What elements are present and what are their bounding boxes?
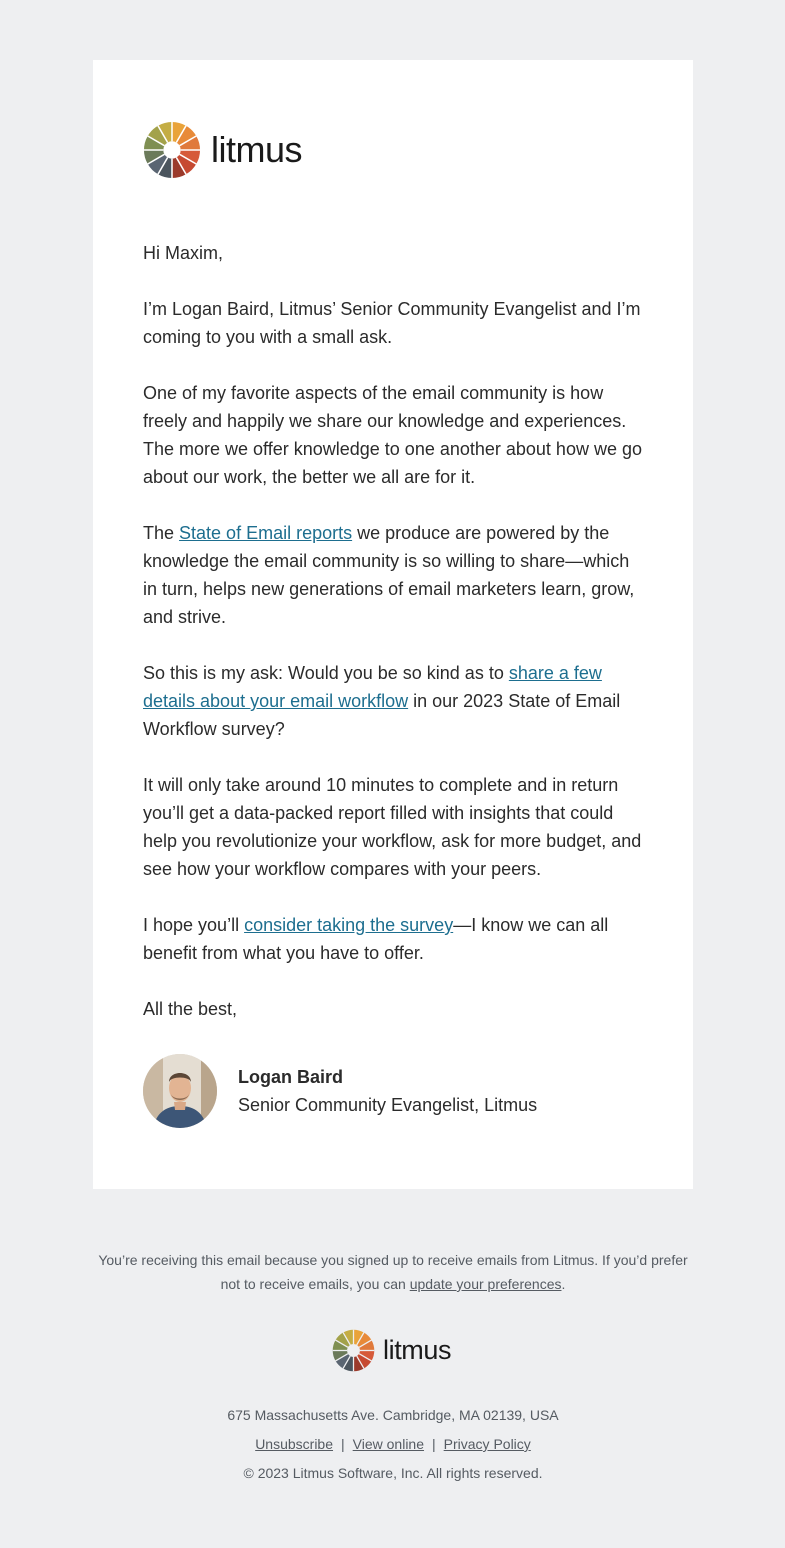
footer-notice-end: . (561, 1276, 566, 1292)
take-survey-link[interactable]: consider taking the survey (244, 915, 454, 935)
paragraph-survey-rest: —I know we can all benefit from what you have to offer. (143, 915, 609, 963)
paragraph-community: One of my favorite aspects of the email community is how freely and happily we share our knowledge and experiences. The more we offer knowledge to one another about how we go about our work, the better we all are for it. (143, 383, 642, 487)
signature-title: Senior Community Evangelist, Litmus (238, 1095, 538, 1115)
greeting: Hi Maxim, (143, 243, 223, 263)
paragraph-reports-rest: we produce are powered by the knowledge the email community is so willing to share—which in turn, helps new generations of email marketers learn, grow, and strive. (143, 523, 635, 627)
signature-block (143, 1054, 537, 1128)
view-online-link[interactable]: View online (352, 1436, 425, 1452)
header-logo[interactable] (143, 120, 302, 180)
privacy-policy-link[interactable]: Privacy Policy (443, 1436, 531, 1452)
email-card (93, 60, 693, 1189)
state-of-email-reports-link[interactable]: State of Email reports (179, 523, 353, 543)
avatar (143, 1054, 217, 1128)
signature-name: Logan Baird (238, 1067, 344, 1087)
footer-link-separator: | (432, 1436, 436, 1452)
paragraph-benefits: It will only take around 10 minutes to complete and in return you’ll get a data-packed report filled with insights that could help you revolutionize your workflow, ask for more budget, and see how your workflow compares with your peers. (143, 775, 642, 879)
litmus-wordmark: litmus (211, 129, 303, 170)
copyright: © 2023 Litmus Software, Inc. All rights reserved. (243, 1465, 543, 1481)
paragraph-survey-lead: I hope you’ll (143, 915, 245, 935)
share-workflow-details-link[interactable]: share a few details about your email workflow (143, 663, 602, 711)
footer-link-separator: | (341, 1436, 345, 1452)
paragraph-reports (143, 519, 648, 631)
litmus-logo-icon (143, 121, 201, 179)
litmus-footer-logo-icon (332, 1329, 375, 1372)
footer-links (93, 1430, 693, 1459)
paragraph-ask-lead: So this is my ask: Would you be so kind as to (143, 663, 509, 683)
litmus-footer-wordmark: litmus (383, 1334, 452, 1365)
footer-notice-text: You’re receiving this email because you signed up to receive emails from Litmus. If you’d prefer not to receive emails, you can (98, 1252, 688, 1292)
footer-logo[interactable] (332, 1328, 451, 1372)
footer-notice (93, 1248, 693, 1296)
paragraph-intro: I’m Logan Baird, Litmus’ Senior Community Evangelist and I’m coming to you with a small ask. (143, 299, 641, 347)
unsubscribe-link[interactable]: Unsubscribe (255, 1436, 334, 1452)
paragraph-ask-rest: in our 2023 State of Email Workflow survey? (143, 691, 621, 739)
paragraph-reports-lead: The (143, 523, 180, 543)
email-body (143, 239, 648, 1051)
paragraph-survey (143, 911, 648, 967)
company-address: 675 Massachusetts Ave. Cambridge, MA 02139, USA (227, 1407, 559, 1423)
paragraph-ask (143, 659, 648, 743)
signoff: All the best, (143, 999, 238, 1019)
update-preferences-link[interactable]: update your preferences (409, 1276, 562, 1292)
footer-meta (93, 1401, 693, 1488)
